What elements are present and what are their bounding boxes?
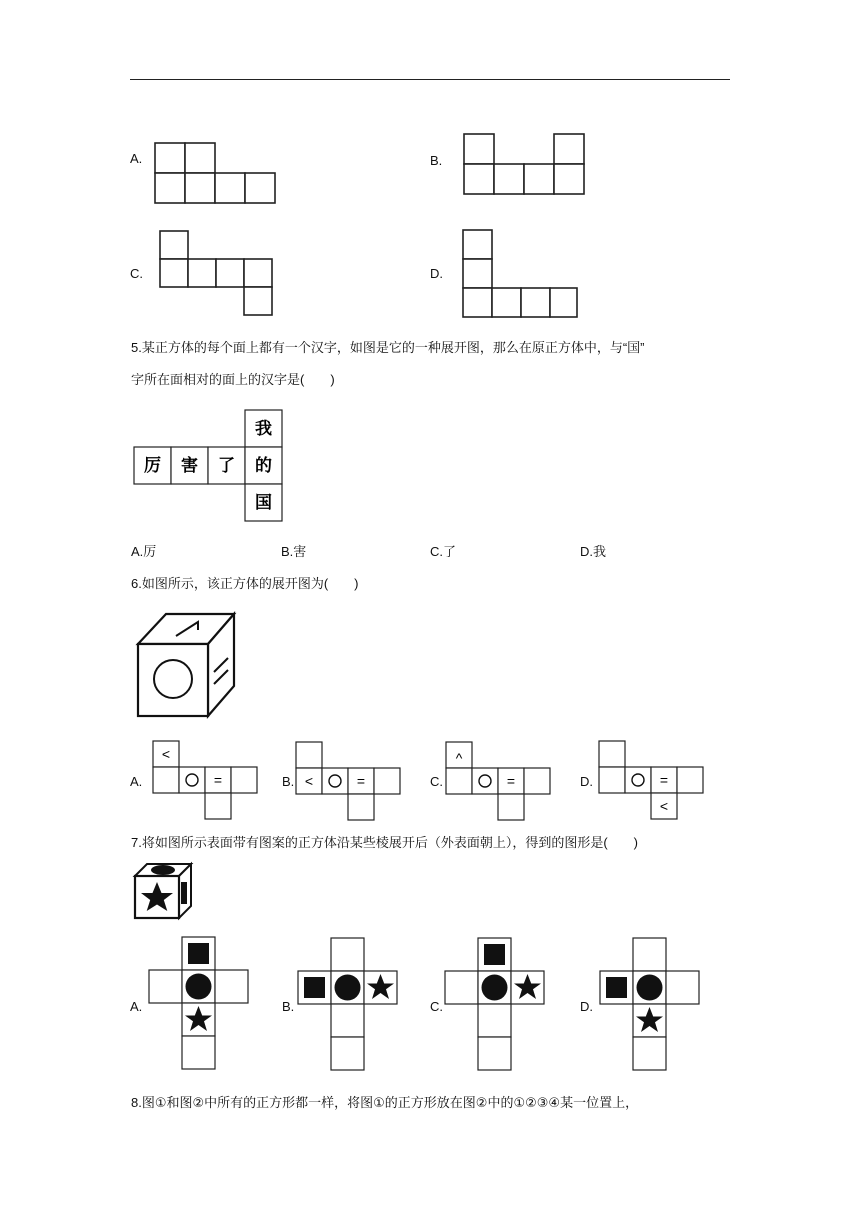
q6-option-b-label[interactable]: B. [282, 774, 295, 789]
q7-option-d-net[interactable] [599, 936, 703, 1074]
q5-net-char-2: 害 [181, 456, 198, 476]
q6c-eq-symbol: = [506, 773, 516, 789]
q7-option-c-label[interactable]: C. [430, 999, 443, 1014]
q5-net-char-3: 了 [218, 456, 235, 476]
q6-option-b-net[interactable] [295, 741, 403, 823]
q6-option-d-net[interactable] [598, 740, 706, 822]
q4-option-c-label[interactable]: C. [130, 266, 143, 281]
q7-option-b-label[interactable]: B. [282, 999, 295, 1014]
header-rule [130, 79, 730, 80]
q5-net-figure [133, 409, 288, 524]
q6-cube-figure [136, 612, 238, 718]
q6-option-c-net[interactable] [445, 741, 553, 823]
q6d-lt-symbol: < [659, 798, 669, 814]
square-icon [606, 977, 627, 998]
circle-icon [186, 974, 212, 1000]
q5-net-char-5: 的 [255, 456, 272, 476]
q7-option-a-net[interactable] [148, 935, 252, 1073]
q7-cube-figure [133, 862, 195, 920]
q6-option-a-label[interactable]: A. [130, 774, 143, 789]
square-icon [484, 944, 505, 965]
square-icon [188, 943, 209, 964]
q4-option-b-net[interactable] [462, 132, 587, 196]
q6-option-a-net[interactable] [152, 740, 260, 822]
q5-option-a[interactable]: A.厉 [131, 544, 157, 559]
q7-question: 7.将如图所示表面带有图案的正方体沿某些棱展开后（外表面朝上），得到的图形是( ) [131, 835, 639, 850]
q6d-eq-symbol: = [659, 772, 669, 788]
square-icon [304, 977, 325, 998]
q8-question: 8.图①和图②中所有的正方形都一样，将图①的正方形放在图②中的①②③④某一位置上， [131, 1095, 639, 1110]
q6-question: 6.如图所示，该正方体的展开图为( ) [131, 576, 359, 591]
q6b-lt-symbol: < [304, 773, 314, 789]
q6-option-d-label[interactable]: D. [580, 774, 593, 789]
q7-option-b-net[interactable] [297, 936, 401, 1074]
q5-net-char-4: 我 [255, 419, 272, 439]
q7-option-c-net[interactable] [444, 936, 548, 1074]
circle-icon [637, 975, 663, 1001]
q6a-lt-symbol: < [161, 746, 171, 762]
q4-option-c-net[interactable] [158, 229, 278, 321]
q5-question-line1: 5.某正方体的每个面上都有一个汉字，如图是它的一种展开图，那么在原正方体中，与“国” [131, 340, 645, 355]
q5-option-d[interactable]: D.我 [580, 544, 607, 559]
q5-option-b[interactable]: B.害 [281, 544, 307, 559]
q6c-caret-symbol: ^ [455, 750, 463, 766]
q6a-eq-symbol: = [213, 772, 223, 788]
q6b-eq-symbol: = [356, 773, 366, 789]
q5-option-c[interactable]: C.了 [430, 544, 457, 559]
q7-option-d-label[interactable]: D. [580, 999, 593, 1014]
q4-option-a-label[interactable]: A. [130, 151, 143, 166]
q5-net-char-1: 厉 [144, 456, 161, 476]
q4-option-a-net[interactable] [153, 141, 278, 205]
circle-icon [482, 975, 508, 1001]
circle-icon [335, 975, 361, 1001]
q6-option-c-label[interactable]: C. [430, 774, 443, 789]
q5-question-line2: 字所在面相对的面上的汉字是( ) [131, 372, 335, 387]
q7-option-a-label[interactable]: A. [130, 999, 143, 1014]
q4-option-d-net[interactable] [461, 228, 581, 320]
q4-option-d-label[interactable]: D. [430, 266, 443, 281]
q4-option-b-label[interactable]: B. [430, 153, 443, 168]
q5-net-char-6: 国 [255, 493, 272, 513]
